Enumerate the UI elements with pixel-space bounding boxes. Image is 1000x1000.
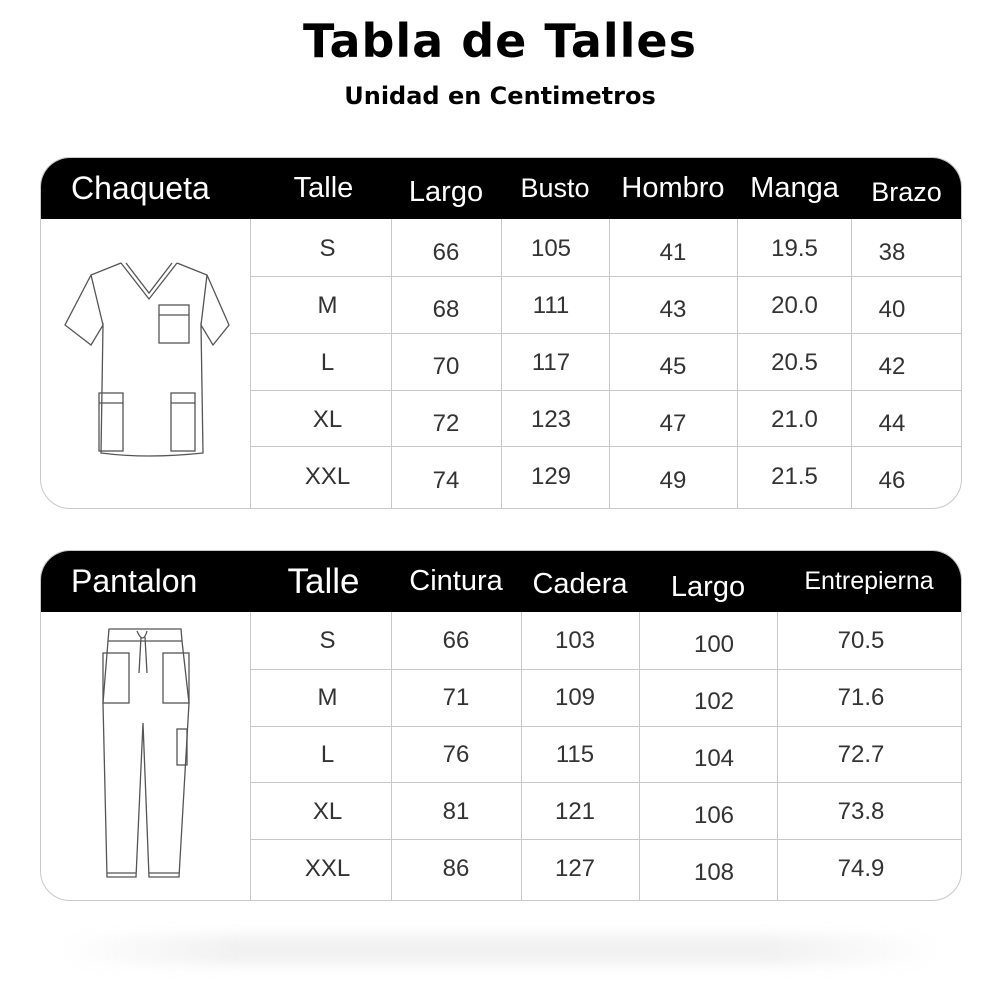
- pants-cell-value: 70.5: [837, 626, 885, 654]
- pants-cell-value: 115: [555, 740, 595, 768]
- jacket-cell-value: 117: [531, 348, 571, 376]
- jacket-cell-value: 21.5: [771, 462, 818, 490]
- jacket-cell-size: S: [319, 234, 336, 262]
- pants-cell-value: 74.9: [837, 854, 885, 882]
- pants-cell-size: L: [320, 740, 335, 768]
- pants-cell-value: 103: [554, 626, 596, 654]
- pants-cell-size: XL: [312, 797, 343, 825]
- jacket-cell-value: 70: [432, 352, 460, 380]
- page-title: Tabla de Talles: [303, 14, 697, 68]
- jacket-header-talle: Talle: [293, 172, 354, 204]
- jacket-cell-value: 38: [878, 238, 906, 266]
- pants-cell-size: M: [317, 683, 338, 711]
- pants-cell-value: 81: [442, 797, 470, 825]
- pants-cell-size: XXL: [304, 854, 351, 882]
- jacket-cell-value: 45: [659, 352, 687, 380]
- pants-cell-value: 127: [554, 854, 596, 882]
- jacket-header-manga: Manga: [750, 172, 839, 204]
- jacket-cell-value: 46: [878, 466, 906, 494]
- pants-cell-value: 121: [554, 797, 596, 825]
- jacket-cell-value: 20.0: [771, 291, 818, 319]
- pants-cell-value: 102: [693, 687, 735, 715]
- jacket-cell-value: 44: [878, 409, 906, 437]
- scrub-pants-icon: [51, 623, 241, 885]
- jacket-cell-value: 68: [432, 295, 460, 323]
- pants-size-table: [40, 550, 962, 901]
- pants-header-cadera: Cadera: [532, 568, 628, 600]
- jacket-cell-value: 43: [659, 295, 687, 323]
- jacket-header-largo: Largo: [408, 176, 484, 208]
- jacket-cell-value: 105: [530, 234, 572, 262]
- pants-cell-value: 109: [554, 683, 596, 711]
- pants-cell-value: 71.6: [837, 683, 885, 711]
- pants-header-talle: Talle: [287, 561, 360, 601]
- pants-cell-value: 76: [442, 740, 470, 768]
- scrub-top-icon: [51, 253, 241, 463]
- jacket-cell-value: 49: [659, 466, 687, 494]
- grid-line: [250, 219, 251, 508]
- jacket-cell-value: 66: [432, 238, 460, 266]
- jacket-cell-value: 42: [878, 352, 906, 380]
- jacket-cell-size: XXL: [304, 462, 351, 490]
- blurred-watermark: [60, 935, 940, 965]
- jacket-cell-value: 40: [878, 295, 906, 323]
- pants-cell-value: 86: [442, 854, 470, 882]
- pants-cell-value: 66: [442, 626, 470, 654]
- jacket-cell-value: 20.5: [771, 348, 818, 376]
- jacket-cell-value: 74: [432, 466, 460, 494]
- pants-header-entrepierna: Entrepierna: [804, 567, 934, 595]
- jacket-cell-size: M: [317, 291, 338, 319]
- grid-line: [250, 612, 251, 900]
- jacket-cell-value: 21.0: [771, 405, 818, 433]
- jacket-header-brazo: Brazo: [871, 177, 942, 207]
- pants-label: Pantalon: [71, 563, 198, 599]
- pants-cell-value: 108: [693, 858, 735, 886]
- jacket-cell-value: 19.5: [771, 234, 818, 262]
- jacket-cell-value: 129: [530, 462, 572, 490]
- pants-cell-value: 100: [693, 630, 735, 658]
- jacket-label: Chaqueta: [71, 170, 210, 206]
- pants-cell-size: S: [319, 626, 336, 654]
- pants-header-cintura: Cintura: [409, 565, 503, 597]
- jacket-header-hombro: Hombro: [621, 172, 725, 204]
- jacket-size-table: [40, 157, 962, 509]
- pants-cell-value: 72.7: [837, 740, 885, 768]
- jacket-table-header: [41, 158, 961, 219]
- page-subtitle: Unidad en Centimetros: [344, 82, 656, 110]
- pants-table-header: [41, 551, 961, 612]
- jacket-cell-value: 41: [659, 238, 687, 266]
- pants-cell-value: 104: [693, 744, 735, 772]
- pants-header-largo: Largo: [670, 571, 746, 603]
- jacket-cell-value: 72: [432, 409, 460, 437]
- jacket-cell-size: XL: [312, 405, 343, 433]
- jacket-header-busto: Busto: [520, 173, 590, 203]
- jacket-cell-value: 47: [659, 409, 687, 437]
- pants-cell-value: 71: [442, 683, 470, 711]
- pants-cell-value: 106: [693, 801, 735, 829]
- jacket-cell-size: L: [320, 348, 335, 376]
- pants-cell-value: 73.8: [837, 797, 885, 825]
- jacket-cell-value: 123: [530, 405, 572, 433]
- jacket-cell-value: 111: [532, 291, 570, 319]
